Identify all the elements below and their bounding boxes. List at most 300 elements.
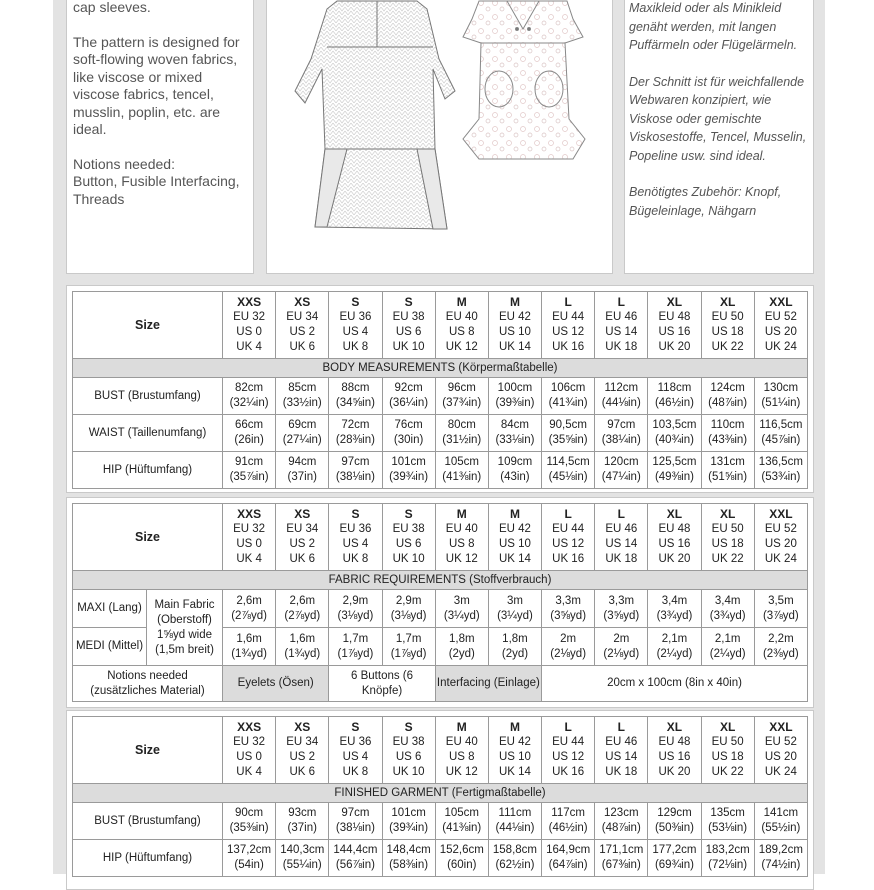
imperial-value: (44⅛in)	[601, 397, 641, 409]
size-uk: UK 18	[605, 341, 638, 353]
size-uk: UK 22	[711, 766, 744, 778]
size-us: US 12	[552, 326, 585, 338]
size-uk: UK 16	[552, 553, 585, 565]
size-letter: XS	[294, 507, 311, 521]
section-title: FINISHED GARMENT (Fertigmaßtabelle)	[73, 784, 808, 803]
metric-value: 118cm	[657, 382, 692, 394]
metric-value: 123cm	[604, 807, 639, 819]
fabric-amount-cell	[542, 590, 595, 628]
size-uk: UK 12	[445, 341, 478, 353]
imperial-value: (46½in)	[548, 822, 588, 834]
fabric-amount-cell	[435, 590, 488, 628]
size-eu: EU 36	[339, 523, 372, 535]
imperial-value: (38⅛in)	[335, 822, 375, 834]
measurement-cell	[488, 378, 541, 415]
fabric-amount-cell	[223, 628, 276, 666]
size-letter: XL	[666, 720, 683, 734]
size-us: US 10	[498, 751, 531, 763]
measurement-cell	[329, 452, 382, 489]
imperial-value: (3¼yd)	[497, 609, 533, 622]
size-uk: UK 8	[342, 341, 369, 353]
measurement-cell	[382, 803, 435, 840]
size-eu: EU 34	[286, 736, 319, 748]
size-uk: UK 6	[289, 341, 316, 353]
imperial-value: (2yd)	[448, 647, 475, 660]
fabric-amount-cell	[488, 590, 541, 628]
imperial-value: (3⅝yd)	[603, 609, 640, 622]
measurement-cell	[701, 378, 754, 415]
imperial-value: (64⅞in)	[548, 859, 588, 871]
size-uk: UK 4	[236, 766, 262, 778]
size-eu: EU 50	[711, 736, 744, 748]
size-letter: XXS	[237, 295, 262, 309]
size-cell	[648, 504, 701, 571]
metric-value: 137,2cm	[227, 844, 272, 856]
size-cell	[329, 504, 382, 571]
imperial-value: (39¾in)	[389, 471, 429, 483]
imperial-value: (43⅜in)	[708, 434, 748, 446]
metric-value: 130cm	[763, 382, 799, 394]
size-eu: EU 50	[711, 311, 744, 323]
measurement-cell	[223, 415, 276, 452]
size-eu: EU 44	[552, 523, 585, 535]
imperial-value: (48⅞in)	[601, 822, 641, 834]
size-cell	[542, 292, 595, 359]
measurement-cell	[382, 840, 435, 877]
measurement-cell	[542, 378, 595, 415]
measurement-cell	[488, 415, 541, 452]
size-eu: EU 40	[445, 523, 478, 535]
imperial-value: (38¼in)	[601, 434, 641, 446]
size-cell	[595, 292, 648, 359]
size-us: US 8	[448, 751, 475, 763]
metric-value: 80cm	[447, 419, 476, 431]
size-letter: M	[456, 507, 467, 521]
size-eu: EU 42	[498, 736, 531, 748]
metric-value: 97cm	[341, 807, 370, 819]
size-uk: UK 10	[392, 341, 425, 353]
metric-value: 177,2cm	[652, 844, 697, 856]
size-us: US 10	[498, 326, 531, 338]
size-us: US 16	[658, 751, 691, 763]
measurement-cell	[435, 803, 488, 840]
imperial-value: (51¼in)	[761, 397, 801, 409]
size-uk: UK 12	[445, 553, 478, 565]
imperial-value: (37in)	[287, 822, 317, 834]
size-letter: XXS	[237, 720, 262, 734]
size-cell	[435, 717, 488, 784]
size-cell	[223, 292, 276, 359]
maxi-dress-drawing	[295, 1, 455, 229]
size-letter: XL	[719, 295, 736, 309]
measurement-cell	[542, 415, 595, 452]
row-label: HIP (Hüftumfang)	[73, 452, 223, 489]
metric-value: 114,5cm	[546, 456, 590, 468]
fabric-amount-cell	[595, 628, 648, 666]
imperial-value: (36¼in)	[389, 397, 429, 409]
imperial-value: (56⅞in)	[335, 859, 375, 871]
metric-value: 120cm	[604, 456, 639, 468]
section-title: FABRIC REQUIREMENTS (Stoffverbrauch)	[73, 571, 808, 590]
metric-value: 91cm	[235, 456, 264, 468]
size-cell	[488, 717, 541, 784]
row-label: MEDI (Mittel)	[73, 628, 147, 666]
metric-value: 2,2m	[768, 632, 794, 645]
size-letter: M	[509, 507, 520, 521]
imperial-value: (2⅛yd)	[603, 647, 640, 660]
imperial-value: (3⅝yd)	[550, 609, 587, 622]
imperial-value: (51⅝in)	[708, 471, 748, 483]
size-uk: UK 22	[711, 553, 744, 565]
size-cell	[276, 292, 329, 359]
size-us: US 12	[552, 538, 585, 550]
measurement-cell	[435, 840, 488, 877]
size-letter: S	[351, 720, 360, 734]
metric-value: 69cm	[288, 419, 317, 431]
imperial-value: (35⅝in)	[548, 434, 588, 446]
size-eu: EU 34	[286, 311, 319, 323]
imperial-value: (2⅞yd)	[231, 609, 267, 622]
metric-value: 76cm	[394, 419, 423, 431]
size-us: US 16	[658, 538, 691, 550]
imperial-value: (62½in)	[495, 859, 535, 871]
measurement-cell	[435, 415, 488, 452]
imperial-value: (55¼in)	[282, 859, 322, 871]
metric-value: 1,8m	[449, 632, 475, 645]
measurement-cell	[488, 452, 541, 489]
measurement-cell	[595, 840, 648, 877]
imperial-value: (30in)	[393, 434, 424, 446]
table-row	[73, 840, 808, 877]
size-cell	[595, 504, 648, 571]
size-eu: EU 32	[233, 311, 266, 323]
main-fabric-label: Main Fabric (Oberstoff) 1⅝yd wide (1,5m breit)	[147, 590, 223, 666]
size-eu: EU 48	[658, 311, 691, 323]
imperial-value: (41¾in)	[548, 397, 588, 409]
mini-dress-drawing	[463, 1, 585, 159]
body-measurements-panel	[66, 285, 814, 493]
measurement-cell	[595, 378, 648, 415]
imperial-value: (31½in)	[442, 434, 482, 446]
size-cell	[754, 292, 807, 359]
size-letter: M	[456, 720, 467, 734]
size-eu: EU 52	[764, 736, 797, 748]
size-us: US 20	[764, 326, 797, 338]
metric-value: 103,5cm	[652, 419, 697, 431]
imperial-value: (33⅛in)	[495, 434, 535, 446]
fabric-amount-cell	[701, 590, 754, 628]
size-us: US 14	[605, 751, 638, 763]
size-eu: EU 42	[498, 523, 531, 535]
size-us: US 8	[448, 326, 475, 338]
size-letter: S	[351, 507, 360, 521]
measurement-cell	[329, 803, 382, 840]
fabric-requirements-panel	[66, 497, 814, 708]
dress-technical-drawing	[267, 0, 612, 273]
table-row	[73, 803, 808, 840]
body-measurements-table	[72, 291, 808, 489]
size-eu: EU 52	[764, 523, 797, 535]
size-us: US 14	[605, 538, 638, 550]
row-label: BUST (Brustumfang)	[73, 378, 223, 415]
imperial-value: (35⅞in)	[229, 471, 269, 483]
measurement-cell	[648, 452, 701, 489]
measurement-cell	[542, 840, 595, 877]
metric-value: 93cm	[288, 807, 317, 819]
imperial-value: (28⅜in)	[335, 434, 375, 446]
finished-garment-panel	[66, 710, 814, 890]
size-us: US 2	[289, 326, 316, 338]
size-eu: EU 46	[605, 736, 638, 748]
size-us: US 18	[711, 751, 744, 763]
metric-value: 100cm	[497, 382, 533, 394]
imperial-value: (54in)	[234, 859, 264, 871]
size-uk: UK 6	[289, 766, 316, 778]
size-uk: UK 20	[658, 553, 691, 565]
metric-value: 112cm	[604, 382, 639, 394]
size-cell	[754, 717, 807, 784]
imperial-value: (2⅛yd)	[550, 647, 587, 660]
size-uk: UK 24	[764, 553, 797, 565]
size-letter: XXS	[237, 507, 262, 521]
fabric-amount-cell	[595, 590, 648, 628]
size-letter: M	[509, 720, 520, 734]
size-uk: UK 18	[605, 766, 638, 778]
metric-value: 2,6m	[289, 594, 316, 607]
metric-value: 105cm	[444, 456, 480, 468]
measurement-cell	[435, 378, 488, 415]
size-letter: L	[564, 507, 572, 521]
measurement-cell	[754, 415, 807, 452]
fabric-amount-cell	[329, 590, 382, 628]
imperial-value: (3¾yd)	[656, 609, 693, 622]
metric-value: 2,9m	[395, 594, 422, 607]
row-label: BUST (Brustumfang)	[73, 803, 223, 840]
fabric-requirements-table	[72, 503, 808, 702]
size-eu: EU 44	[552, 736, 585, 748]
size-eu: EU 44	[552, 311, 585, 323]
size-uk: UK 22	[711, 341, 744, 353]
row-label: WAIST (Taillenumfang)	[73, 415, 223, 452]
measurement-cell	[595, 415, 648, 452]
imperial-value: (2⅞yd)	[284, 609, 321, 622]
fabric-amount-cell	[648, 628, 701, 666]
buttons-cell: 6 Buttons (6 Knöpfe)	[329, 666, 435, 702]
imperial-value: (27¼in)	[282, 434, 322, 446]
size-eu: EU 36	[339, 311, 372, 323]
size-uk: UK 14	[498, 766, 531, 778]
size-uk: UK 14	[498, 341, 531, 353]
size-us: US 8	[449, 538, 475, 550]
metric-value: 1,7m	[342, 632, 369, 645]
measurement-cell	[701, 803, 754, 840]
size-letter: XXL	[769, 720, 793, 734]
size-cell	[435, 292, 488, 359]
imperial-value: (47¼in)	[601, 471, 641, 483]
imperial-value: (48⅞in)	[708, 397, 748, 409]
size-cell	[382, 504, 435, 571]
imperial-value: (35⅜in)	[229, 822, 269, 834]
size-eu: EU 40	[445, 311, 478, 323]
size-us: US 12	[552, 751, 585, 763]
size-cell	[595, 717, 648, 784]
table-row	[73, 452, 808, 489]
measurement-cell	[435, 452, 488, 489]
description-fabrics: The pattern is designed for soft-flowing woven fabrics, like viscose or mixed viscose fabrics, tencel, musslin, poplin, etc. are ideal.	[73, 33, 240, 137]
metric-value: 171,1cm	[599, 844, 644, 856]
size-letter: XL	[719, 507, 736, 521]
size-us: US 10	[498, 538, 531, 550]
imperial-value: (53¾in)	[761, 471, 801, 483]
imperial-value: (3⅛yd)	[337, 609, 374, 622]
size-us: US 16	[658, 326, 691, 338]
size-cell	[329, 292, 382, 359]
size-letter: M	[456, 295, 467, 309]
imperial-value: (39⅜in)	[495, 397, 535, 409]
imperial-value: (1⅞yd)	[337, 647, 374, 660]
metric-value: 1,7m	[395, 632, 422, 645]
size-us: US 20	[764, 538, 797, 550]
metric-value: 141cm	[763, 807, 799, 819]
size-cell	[382, 717, 435, 784]
imperial-value: (45⅞in)	[761, 434, 801, 446]
measurement-cell	[382, 378, 435, 415]
metric-value: 82cm	[235, 382, 264, 394]
size-cell	[488, 292, 541, 359]
size-eu: EU 32	[233, 736, 266, 748]
table-row	[73, 415, 808, 452]
imperial-value: (49⅜in)	[654, 471, 694, 483]
metric-value: 105cm	[444, 807, 480, 819]
size-uk: UK 16	[552, 766, 585, 778]
imperial-value: (37in)	[287, 471, 317, 483]
german-description-1: Maxikleid oder als Minikleid genäht werden, mit langen Puffärmeln oder Flügelärmeln.	[629, 1, 798, 52]
measurement-cell	[648, 803, 701, 840]
size-letter: XL	[666, 295, 683, 309]
metric-value: 97cm	[607, 419, 636, 431]
notions-title: Notions needed:	[73, 155, 175, 172]
size-uk: UK 8	[342, 766, 369, 778]
size-letter: S	[351, 295, 360, 309]
size-uk: UK 24	[764, 766, 797, 778]
size-cell	[223, 504, 276, 571]
metric-value: 136,5cm	[758, 456, 803, 468]
measurement-cell	[276, 415, 329, 452]
fabric-amount-cell	[701, 628, 754, 666]
size-cell	[329, 717, 382, 784]
size-letter: S	[404, 295, 413, 309]
imperial-value: (39¾in)	[389, 822, 429, 834]
size-us: US 0	[236, 326, 262, 338]
size-letter: M	[509, 295, 520, 309]
section-title: BODY MEASUREMENTS (Körpermaßtabelle)	[73, 359, 808, 378]
metric-value: 111cm	[498, 807, 532, 819]
imperial-value: (74½in)	[761, 859, 801, 871]
size-us: US 0	[236, 538, 262, 550]
imperial-value: (55½in)	[761, 822, 801, 834]
german-description-2: Der Schnitt ist für weichfallende Webwaren konzipiert, wie Viskose oder gemischte Viskosestoffe, Tencel, Musselin, Popeline usw. sind ideal.	[629, 74, 807, 163]
measurement-cell	[329, 378, 382, 415]
measurement-cell	[488, 803, 541, 840]
size-eu: EU 46	[605, 311, 638, 323]
size-us: US 18	[711, 538, 744, 550]
metric-value: 106cm	[550, 382, 586, 394]
measurement-cell	[701, 452, 754, 489]
metric-value: 96cm	[447, 382, 476, 394]
size-letter: XS	[294, 295, 311, 309]
imperial-value: (58⅜in)	[389, 859, 429, 871]
imperial-value: (1¾yd)	[231, 647, 267, 660]
dress-illustration-panel	[266, 0, 613, 274]
size-header-row	[73, 504, 808, 571]
imperial-value: (2¼yd)	[709, 647, 746, 660]
measurement-cell	[276, 452, 329, 489]
measurement-cell	[223, 452, 276, 489]
metric-value: 183,2cm	[705, 844, 750, 856]
size-uk: UK 12	[445, 766, 478, 778]
metric-value: 131cm	[710, 456, 745, 468]
size-letter: XL	[666, 507, 683, 521]
metric-value: 144,4cm	[333, 844, 378, 856]
measurement-cell	[223, 803, 276, 840]
metric-value: 84cm	[500, 419, 529, 431]
metric-value: 3m	[506, 594, 523, 607]
metric-value: 94cm	[288, 456, 317, 468]
imperial-value: (40¾in)	[654, 434, 694, 446]
size-uk: UK 10	[392, 553, 425, 565]
metric-value: 2m	[613, 632, 630, 645]
metric-value: 124cm	[710, 382, 745, 394]
metric-value: 92cm	[394, 382, 423, 394]
size-us: US 4	[342, 751, 369, 763]
metric-value: 90cm	[235, 807, 264, 819]
metric-value: 101cm	[391, 807, 426, 819]
measurement-cell	[542, 452, 595, 489]
metric-value: 1,8m	[502, 632, 528, 645]
size-uk: UK 14	[498, 553, 531, 565]
metric-value: 3,3m	[608, 594, 635, 607]
size-us: US 4	[342, 538, 369, 550]
metric-value: 125,5cm	[652, 456, 697, 468]
size-us: US 4	[342, 326, 369, 338]
metric-value: 2,1m	[714, 632, 741, 645]
metric-value: 90,5cm	[549, 419, 587, 431]
size-header-row	[73, 292, 808, 359]
size-cell	[701, 292, 754, 359]
size-eu: EU 38	[392, 736, 425, 748]
imperial-value: (2yd)	[501, 647, 529, 660]
size-eu: EU 38	[392, 523, 425, 535]
imperial-value: (3¼yd)	[443, 609, 480, 622]
imperial-value: (2⅜yd)	[762, 647, 799, 660]
notions-label: Notions needed (zusätzliches Material)	[73, 666, 223, 702]
row-label: HIP (Hüftumfang)	[73, 840, 223, 877]
size-uk: UK 20	[658, 766, 691, 778]
metric-value: 3,4m	[661, 594, 688, 607]
size-letter: L	[617, 720, 625, 734]
size-label: Size	[73, 292, 223, 359]
fabric-amount-cell	[223, 590, 276, 628]
size-letter: S	[404, 507, 413, 521]
measurement-cell	[595, 452, 648, 489]
size-uk: UK 18	[605, 553, 638, 565]
imperial-value: (3⅞yd)	[762, 609, 799, 622]
size-eu: EU 46	[605, 523, 638, 535]
measurement-cell	[701, 840, 754, 877]
imperial-value: (41⅜in)	[442, 471, 482, 483]
measurement-cell	[276, 378, 329, 415]
metric-value: 1,6m	[289, 632, 316, 645]
